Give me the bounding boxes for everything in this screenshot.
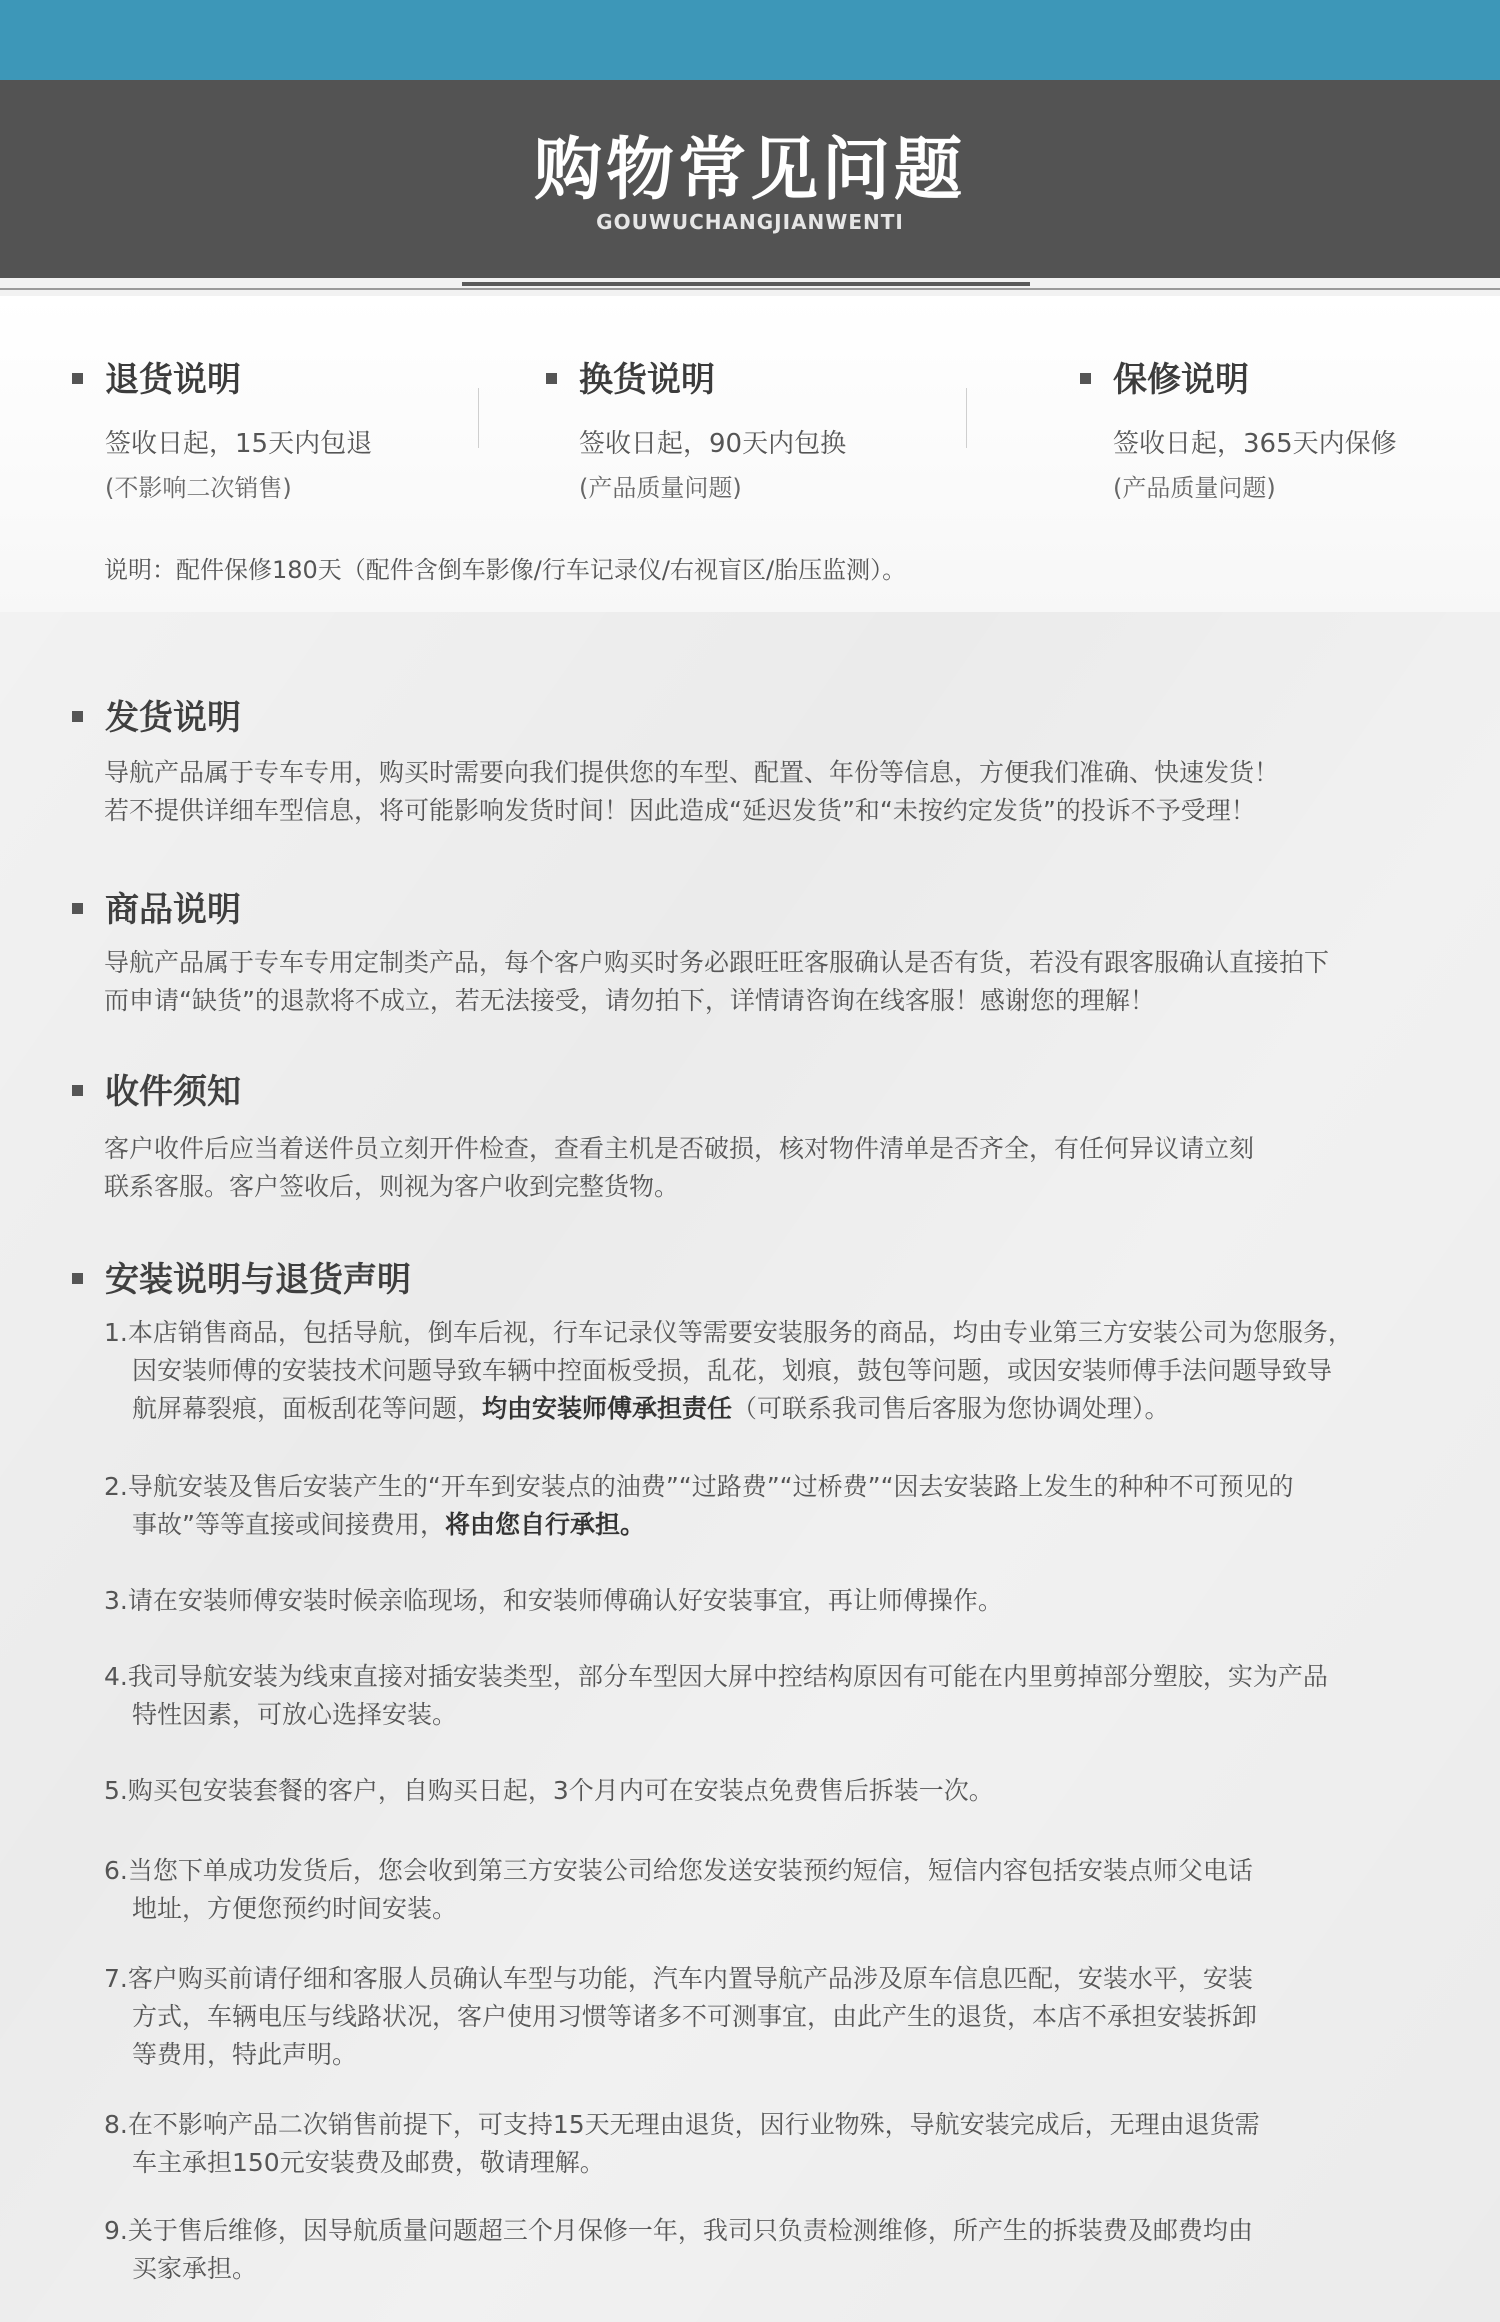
policy-return	[72, 352, 372, 503]
install-item-4: 4.我司导航安装为线束直接对插安装类型，部分车型因大屏中控结构原因有可能在内里剪掉部分塑胶，实为产品 特性因素，可放心选择安装。	[104, 1662, 1328, 1729]
install-item-2: 2.导航安装及售后安装产生的“开车到安装点的油费”“过路费”“过桥费”“因去安装路上发生的种种不可预见的 事故”等等直接或间接费用，将由您自行承担。	[104, 1472, 1294, 1539]
policy-return-title: 退货说明	[105, 360, 241, 400]
shipping-line1: 导航产品属于专车专用，购买时需要向我们提供您的车型、配置、年份等信息，方便我们准确、快速发货！	[104, 758, 1280, 787]
policy-summary	[0, 296, 1500, 612]
faq-content	[0, 612, 1500, 2322]
bullet-icon	[72, 373, 83, 384]
item-number: 3.	[104, 1586, 128, 1615]
item-number: 1.	[104, 1318, 128, 1347]
section-goods-title: 商品说明	[105, 890, 241, 930]
install-item-3: 3.请在安装师傅安装时候亲临现场，和安装师傅确认好安装事宜，再让师傅操作。	[104, 1586, 1003, 1615]
receipt-line1: 客户收件后应当着送件员立刻开件检查，查看主机是否破损，核对物件清单是否齐全，有任何异议请立刻	[104, 1134, 1255, 1163]
section-goods-heading	[72, 882, 241, 931]
section-shipping-title: 发货说明	[105, 698, 241, 738]
policy-exchange-line1: 签收日起，90天内包换	[579, 429, 847, 459]
install-item-8: 8.在不影响产品二次销售前提下，可支持15天无理由退货，因行业物殊，导航安装完成后，无理由退货需 车主承担150元安装费及邮费，敬请理解。	[104, 2110, 1260, 2177]
bullet-icon	[72, 1273, 83, 1284]
policy-exchange	[546, 352, 846, 503]
install-item-5: 5.购买包安装套餐的客户，自购买日起，3个月内可在安装点免费售后拆装一次。	[104, 1776, 994, 1805]
section-install-heading	[72, 1252, 411, 1301]
bullet-icon	[546, 373, 557, 384]
column-divider	[966, 388, 967, 448]
install-item-9: 9.关于售后维修，因导航质量问题超三个月保修一年，我司只负责检测维修，所产生的拆装费及邮费均由 买家承担。	[104, 2216, 1253, 2283]
item-number: 7.	[104, 1964, 128, 1993]
bullet-icon	[72, 903, 83, 914]
bullet-icon	[72, 711, 83, 722]
install-item-6: 6.当您下单成功发货后，您会收到第三方安装公司给您发送安装预约短信，短信内容包括安装点师父电话 地址，方便您预约时间安装。	[104, 1856, 1253, 1923]
item-number: 2.	[104, 1472, 128, 1501]
section-shipping-text	[104, 754, 1444, 830]
page-subtitle: GOUWUCHANGJIANWENTI	[596, 210, 904, 234]
bullet-icon	[72, 1085, 83, 1096]
shipping-line2: 若不提供详细车型信息，将可能影响发货时间！因此造成“延迟发货”和“未按约定发货”的投诉不予受理！	[104, 796, 1256, 825]
item-number: 8.	[104, 2110, 128, 2139]
receipt-line2: 联系客服。客户签收后，则视为客户收到完整货物。	[104, 1172, 680, 1201]
policy-exchange-line2: (产品质量问题)	[579, 474, 742, 502]
section-goods-text	[104, 944, 1444, 1020]
section-shipping-heading	[72, 690, 241, 739]
item-number: 5.	[104, 1776, 128, 1805]
emphasis-text: 均由安装师傅承担责任	[482, 1394, 733, 1423]
page-header	[0, 80, 1500, 278]
install-item-7: 7.客户购买前请仔细和客服人员确认车型与功能，汽车内置导航产品涉及原车信息匹配，安装水平，安装 方式，车辆电压与线路状况，客户使用习惯等诸多不可测事宜，由此产生的退货，本店不承担安装拆卸 等费用，特此声明。	[104, 1964, 1258, 2069]
goods-line1: 导航产品属于专车专用定制类产品，每个客户购买时务必跟旺旺客服确认是否有货，若没有跟客服确认直接拍下	[104, 948, 1330, 977]
policy-warranty-title: 保修说明	[1113, 360, 1249, 400]
policy-note: 说明：配件保修180天（配件含倒车影像/行车记录仪/右视盲区/胎压监测）。	[104, 556, 907, 584]
item-number: 9.	[104, 2216, 128, 2245]
install-item-1: 1.本店销售商品，包括导航，倒车后视，行车记录仪等需要安装服务的商品，均由专业第三方安装公司为您服务， 因安装师傅的安装技术问题导致车辆中控面板受损，乱花，划痕，鼓包等问题，或因安装师傅手法问题导致导 航屏幕裂痕，面板刮花等问题，均由安装师傅承担责任（可联系我司售后客服为您协调处理）。	[104, 1318, 1353, 1423]
policy-warranty	[1080, 352, 1397, 503]
policy-return-line2: (不影响二次销售)	[105, 474, 292, 502]
policy-warranty-line2: (产品质量问题)	[1113, 474, 1276, 502]
bullet-icon	[1080, 373, 1091, 384]
item-number: 4.	[104, 1662, 128, 1691]
top-color-bar	[0, 0, 1500, 80]
column-divider	[478, 388, 479, 448]
header-divider	[0, 288, 1500, 290]
policy-exchange-title: 换货说明	[579, 360, 715, 400]
policy-return-line1: 签收日起，15天内包退	[105, 429, 373, 459]
page-title: 购物常见问题	[533, 131, 966, 210]
section-install-title: 安装说明与退货声明	[105, 1260, 411, 1300]
policy-warranty-line1: 签收日起，365天内保修	[1113, 429, 1397, 459]
section-receipt-text	[104, 1130, 1444, 1206]
header-divider-accent	[462, 282, 1030, 286]
section-receipt-heading	[72, 1064, 241, 1113]
goods-line2: 而申请“缺货”的退款将不成立，若无法接受，请勿拍下，详情请咨询在线客服！感谢您的理解！	[104, 986, 1155, 1015]
emphasis-text: 将由您自行承担。	[444, 1510, 645, 1539]
item-number: 6.	[104, 1856, 128, 1885]
section-receipt-title: 收件须知	[105, 1072, 241, 1112]
